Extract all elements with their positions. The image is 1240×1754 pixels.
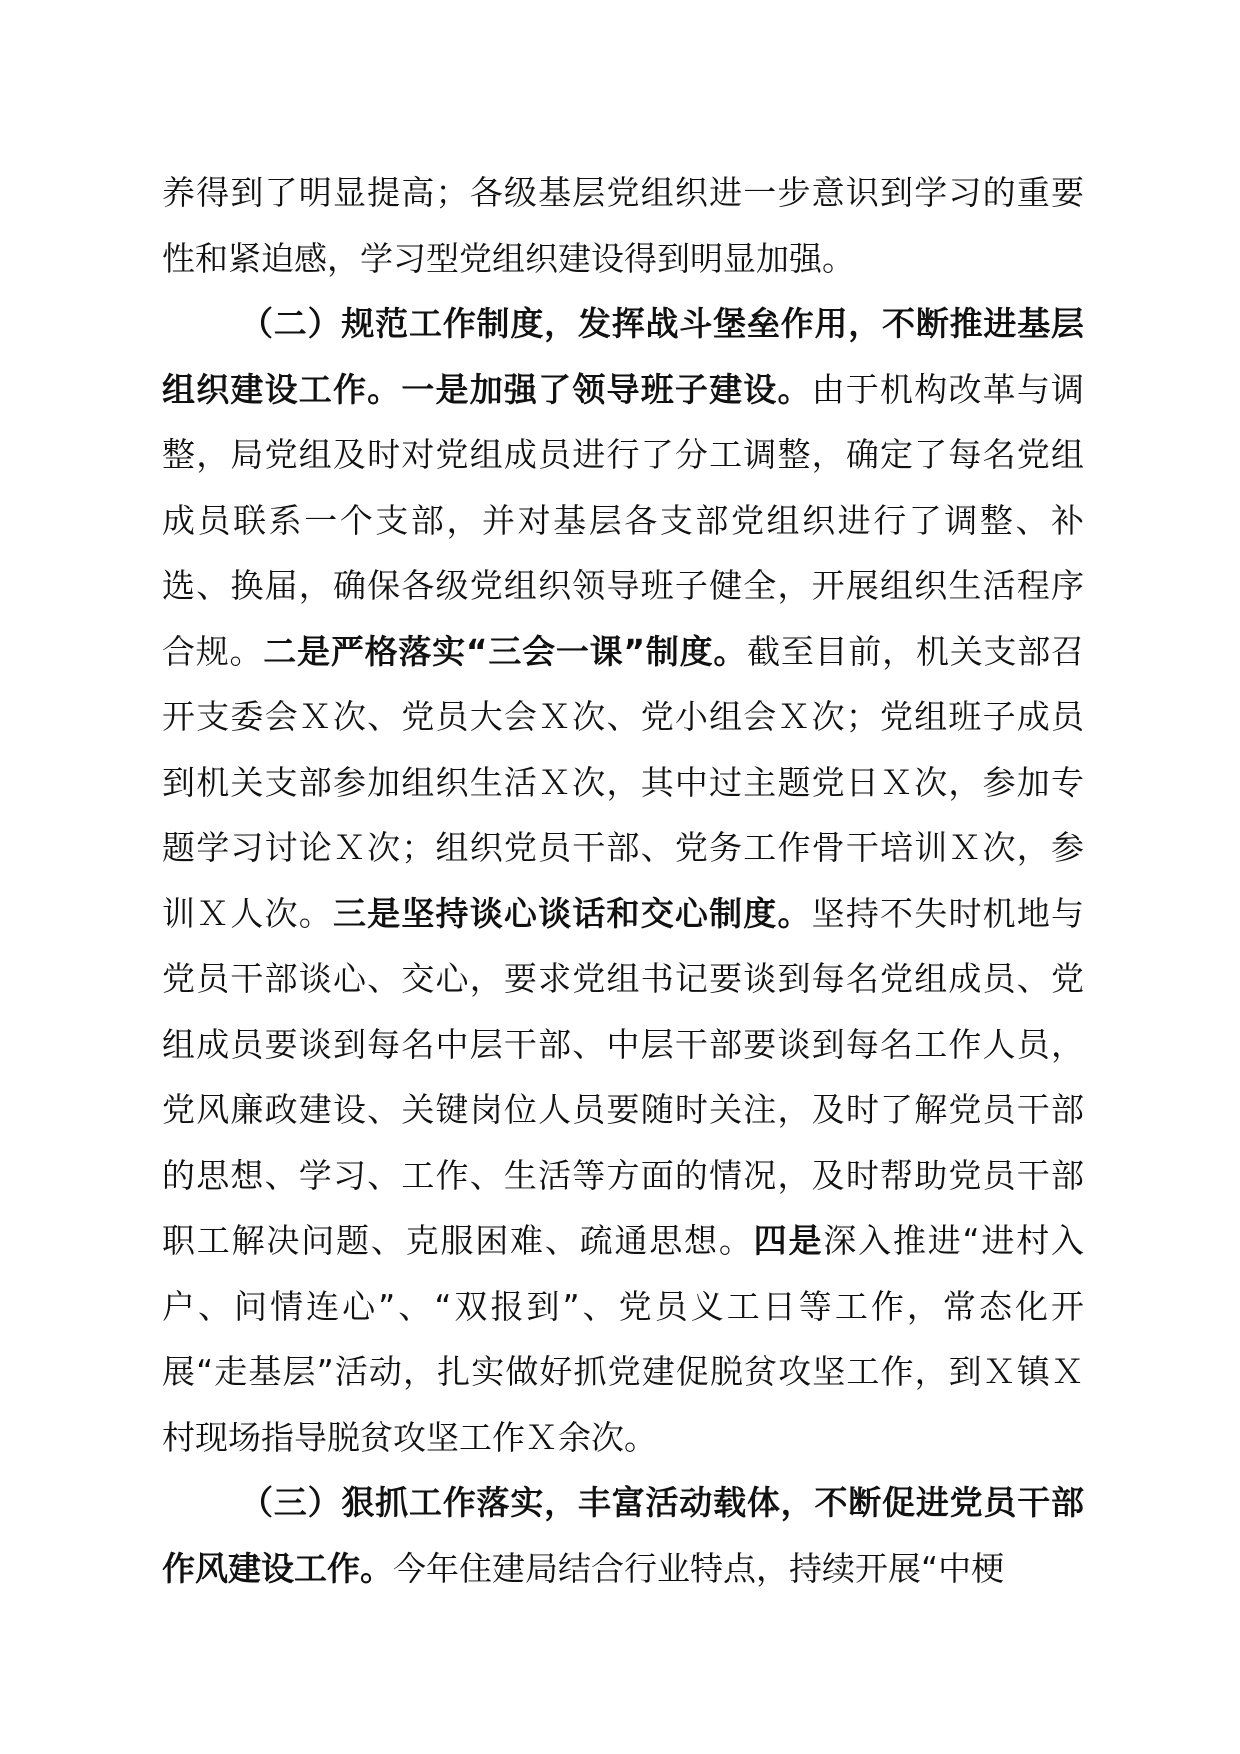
document-body	[162, 160, 1084, 1601]
section-heading: （二）规范工作制度，发挥战斗堡垒作用，不断推进基层组织建设工作。	[162, 304, 1084, 409]
paragraph-3	[162, 1470, 1084, 1601]
point-heading: 一是加强了领导班子建设。	[401, 369, 812, 409]
paragraph-1	[162, 160, 1084, 291]
paragraph-2	[162, 291, 1084, 1470]
text-run: 坚持不失时机地与党员干部谈心、交心，要求党组书记要谈到每名党组成员、党组成员要谈到每名中层干部、中层干部要谈到每名工作人员，党风廉政建设、关键岗位人员要随时关注，及时了解党员干部的思想、学习、工作、生活等方面的情况，及时帮助党员干部职工解决问题、克服困难、疏通思想。	[162, 893, 1085, 1260]
text-run: 养得到了明显提高；各级基层党组织进一步意识到学习的重要性和紧迫感，学习型党组织建设得到明显加强。	[162, 173, 1084, 278]
text-run: 由于机构改革与调整，局党组及时对党组成员进行了分工调整，确定了每名党组成员联系一个支部，并对基层各支部党组织进行了调整、补选、换届，确保各级党组织领导班子健全，开展组织生活程序合规。	[162, 369, 1085, 671]
point-heading: 三是坚持谈心谈话和交心制度。	[332, 893, 812, 933]
section-heading: （三）狠抓工作落实，丰富活动载体，不断促进党员干部作风建设工作。	[162, 1483, 1084, 1588]
point-heading: 二是严格落实“三会一课”制度。	[263, 631, 748, 671]
text-run: 今年住建局结合行业特点，持续开展“中梗	[393, 1548, 1005, 1588]
text-run: 截至目前，机关支部召开支委会Ｘ次、党员大会Ｘ次、党小组会Ｘ次；党组班子成员到机关支部参加组织生活Ｘ次，其中过主题党日Ｘ次，参加专题学习讨论Ｘ次；组织党员干部、党务工作骨干培训Ｘ次，参训Ｘ人次。	[162, 631, 1085, 933]
point-heading: 四是	[753, 1221, 824, 1260]
text-run: 深入推进“进村入户、问情连心”、“双报到”、党员义工日等工作，常态化开展“走基层”活动，扎实做好抓党建促脱贫攻坚工作，到Ｘ镇Ｘ村现场指导脱贫攻坚工作Ｘ余次。	[162, 1221, 1085, 1457]
